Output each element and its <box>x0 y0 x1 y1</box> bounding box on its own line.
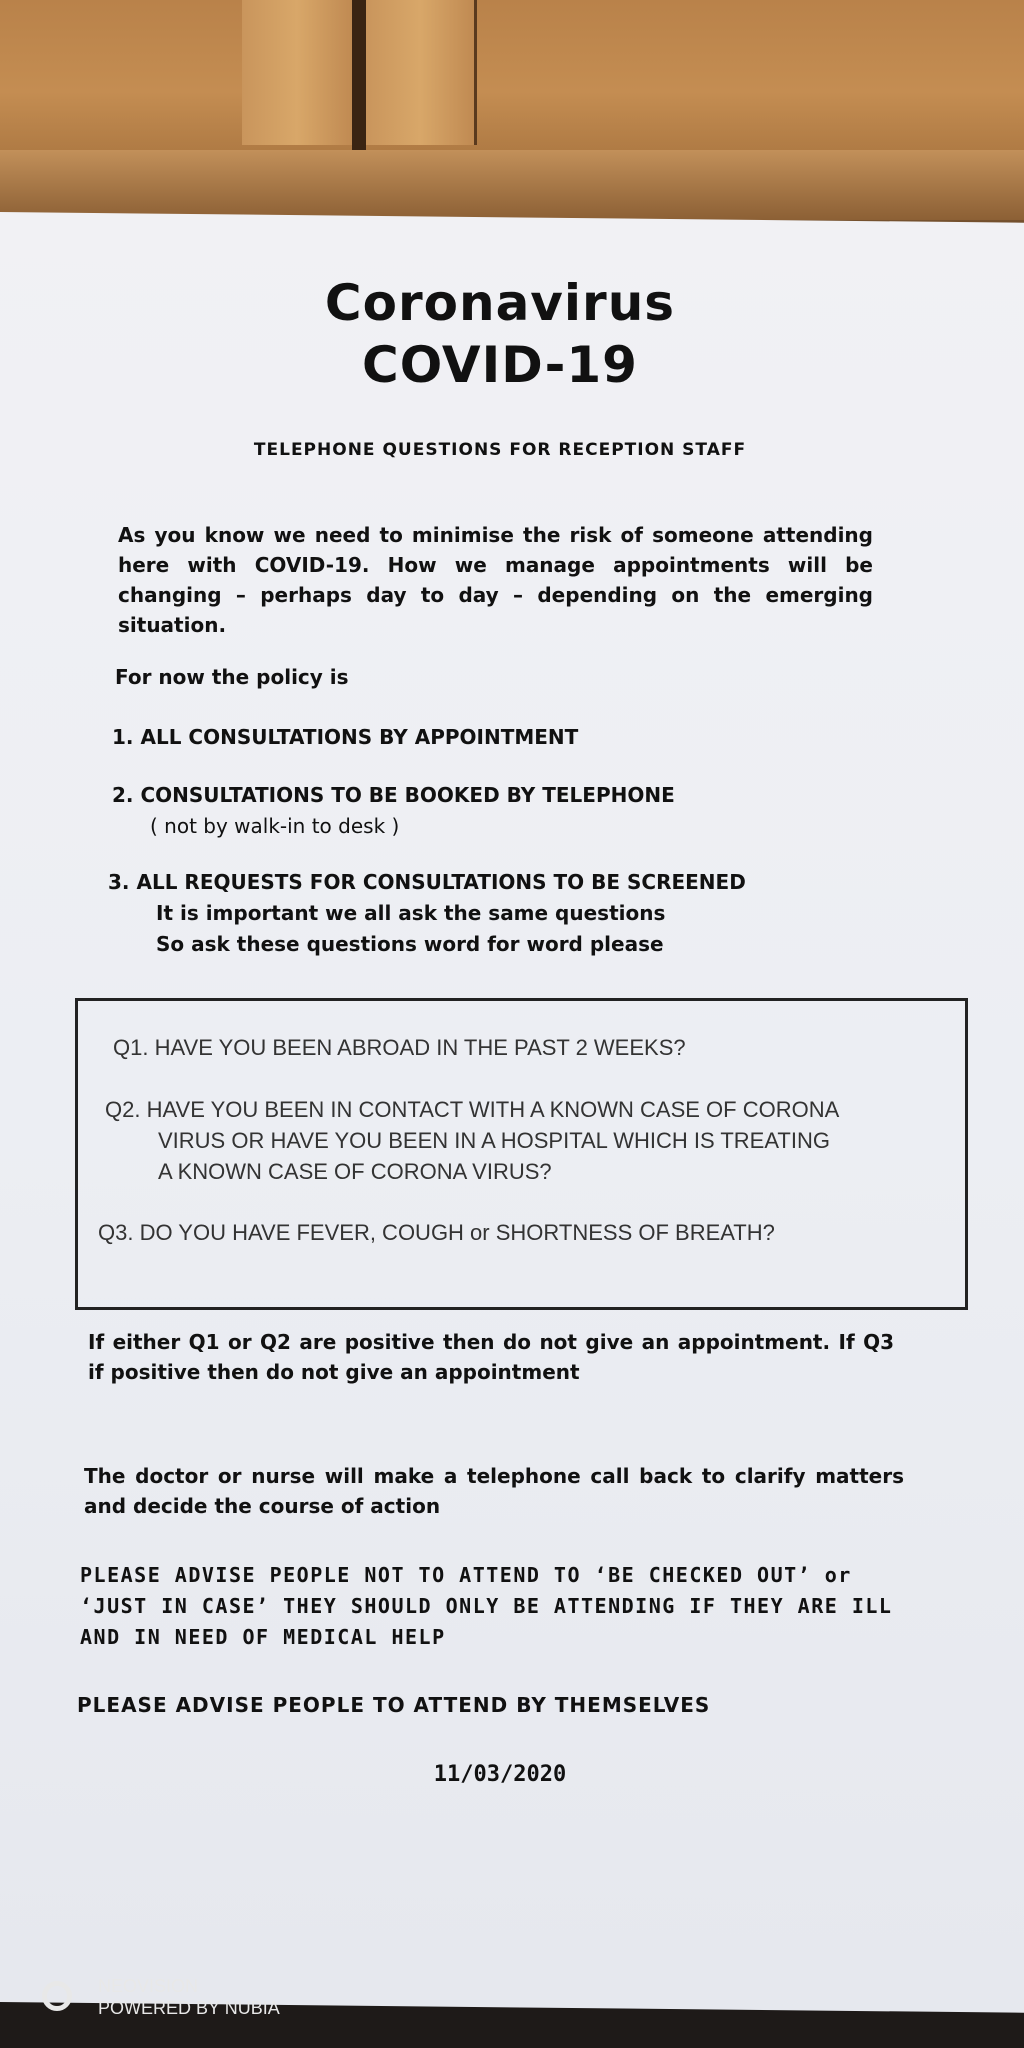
policy-note: ( not by walk-in to desk ) <box>150 814 400 838</box>
watermark-line-2: POWERED BY NUBIA <box>98 1998 280 2018</box>
question-text-line: HAVE YOU BEEN IN CONTACT WITH A KNOWN CASE OF CORONA <box>146 1097 840 1122</box>
wood-ledge <box>0 150 1024 220</box>
policy-heading: ALL CONSULTATIONS BY APPOINTMENT <box>140 725 579 749</box>
policy-item-3 <box>108 867 746 960</box>
document-title <box>0 272 1000 396</box>
intro-paragraph: As you know we need to minimise the risk of someone attending here with COVID-19. How we manage appointments will be changing – perhaps day to day – depending on the emerging situation. <box>118 523 873 637</box>
policy-note: So ask these questions word for word please <box>156 932 664 956</box>
question-1 <box>113 1032 686 1063</box>
question-label: Q2. <box>105 1097 141 1122</box>
policy-item-1 <box>112 722 578 753</box>
policy-number: 2. <box>112 783 134 807</box>
question-label: Q3. <box>98 1220 134 1245</box>
watermark-text <box>98 1975 280 2019</box>
title-line-2: COVID-19 <box>362 336 638 394</box>
policy-note: It is important we all ask the same questions <box>156 901 666 925</box>
title-line-1: Coronavirus <box>324 274 676 332</box>
question-text: DO YOU HAVE FEVER, COUGH or SHORTNESS OF BREATH? <box>139 1220 775 1245</box>
instruction-attend-alone: PLEASE ADVISE PEOPLE TO ATTEND BY THEMSELVES <box>77 1693 711 1717</box>
policy-heading: ALL REQUESTS FOR CONSULTATIONS TO BE SCREENED <box>136 870 746 894</box>
policy-number: 3. <box>108 870 130 894</box>
question-text-line: A KNOWN CASE OF CORONA VIRUS? <box>158 1159 552 1184</box>
question-3 <box>98 1217 775 1248</box>
instruction-do-not-attend: PLEASE ADVISE PEOPLE NOT TO ATTEND TO ‘BE CHECKED OUT’ or ‘JUST IN CASE’ THEY SHOULD ONLY BE ATTENDING IF THEY ARE ILL AND IN NEED OF MEDICAL HELP <box>80 1563 893 1649</box>
question-text-line: VIRUS OR HAVE YOU BEEN IN A HOSPITAL WHICH IS TREATING <box>158 1128 830 1153</box>
policy-item-2 <box>112 780 675 842</box>
wood-board-right <box>366 0 477 145</box>
instruction-screening-result: If either Q1 or Q2 are positive then do not give an appointment. If Q3 if positive then do not give an appointment <box>88 1330 894 1384</box>
policy-number: 1. <box>112 725 134 749</box>
camera-ring-icon <box>42 1981 72 2011</box>
question-text: HAVE YOU BEEN ABROAD IN THE PAST 2 WEEKS? <box>154 1035 686 1060</box>
instruction-call-back: The doctor or nurse will make a telephone call back to clarify matters and decide the course of action <box>84 1464 904 1518</box>
wood-board-left <box>242 0 355 145</box>
policy-heading: CONSULTATIONS TO BE BOOKED BY TELEPHONE <box>140 783 675 807</box>
policy-intro: For now the policy is <box>115 665 349 689</box>
wooden-shelf-background <box>0 0 1024 230</box>
document-subtitle: TELEPHONE QUESTIONS FOR RECEPTION STAFF <box>253 440 747 460</box>
question-2 <box>105 1094 935 1187</box>
document-date: 11/03/2020 <box>433 1762 567 1787</box>
watermark-line-1: NEOVISION <box>98 1976 199 1996</box>
question-label: Q1. <box>113 1035 149 1060</box>
